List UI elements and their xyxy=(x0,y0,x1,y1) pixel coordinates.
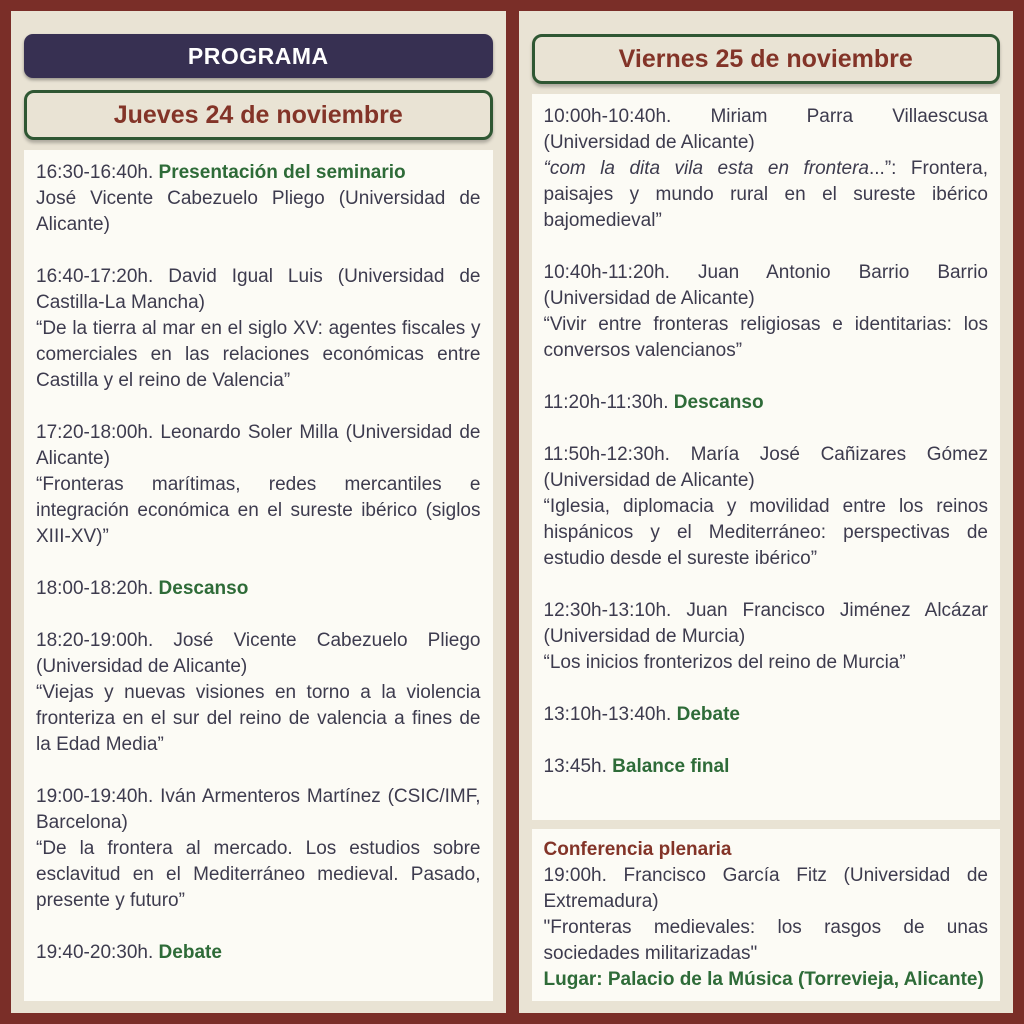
session-text: Debate xyxy=(676,704,740,725)
session-paragraph xyxy=(36,680,481,758)
session-text: “Los inicios fronterizos del reino de Murcia” xyxy=(543,652,906,673)
session-text: "Fronteras medievales: los rasgos de unas sociedades militarizadas" xyxy=(543,917,988,964)
session-text: “Viejas y nuevas visiones en torno a la violencia fronteriza en el sur del reino de valencia a fines de la Edad Media” xyxy=(36,682,481,755)
session-text: 18:00-18:20h. xyxy=(36,578,159,599)
session-text: Presentación del seminario xyxy=(158,162,406,183)
session-text: José Vicente Cabezuelo Pliego (Universidad de Alicante) xyxy=(36,188,481,235)
friday-schedule-panel xyxy=(532,94,1001,820)
session-block xyxy=(544,754,989,780)
session-block xyxy=(544,390,989,416)
session-text: 13:45h. xyxy=(543,756,613,777)
day-header-friday xyxy=(532,34,1001,84)
session-paragraph xyxy=(36,784,481,836)
session-text: “com la dita vila esta en frontera xyxy=(543,158,869,179)
session-paragraph xyxy=(36,316,481,394)
left-column xyxy=(11,11,506,1013)
session-text: Debate xyxy=(158,942,222,963)
program-header-bar xyxy=(24,34,493,78)
session-block xyxy=(36,628,481,758)
thursday-schedule-panel xyxy=(24,150,493,1001)
session-paragraph xyxy=(544,260,989,312)
session-paragraph xyxy=(36,940,481,966)
session-text: 19:40-20:30h. xyxy=(36,942,159,963)
session-paragraph xyxy=(544,390,989,416)
session-text: Descanso xyxy=(673,392,764,413)
plenary-conference-panel xyxy=(532,829,1001,1001)
session-block xyxy=(36,784,481,914)
session-paragraph xyxy=(544,967,989,993)
session-block xyxy=(544,598,989,676)
session-paragraph xyxy=(36,576,481,602)
day-header-thursday xyxy=(24,90,493,140)
session-text: “Vivir entre fronteras religiosas e identitarias: los conversos valencianos” xyxy=(543,314,988,361)
session-block xyxy=(544,260,989,364)
session-text: Balance final xyxy=(612,756,730,777)
session-text: ...”: Frontera, paisajes y mundo rural en el sureste ibérico bajomedieval” xyxy=(543,158,988,231)
session-text: 18:20-19:00h. José Vicente Cabezuelo Pliego (Universidad de Alicante) xyxy=(36,630,481,677)
day-header-friday-label: Viernes 25 de noviembre xyxy=(618,44,913,73)
session-text: Descanso xyxy=(158,578,249,599)
session-paragraph xyxy=(544,837,989,863)
session-paragraph xyxy=(544,702,989,728)
session-paragraph xyxy=(36,264,481,316)
session-block xyxy=(36,576,481,602)
day-header-thursday-label: Jueves 24 de noviembre xyxy=(113,100,403,129)
session-text: 12:30h-13:10h. Juan Francisco Jiménez Alcázar (Universidad de Murcia) xyxy=(543,600,988,647)
session-paragraph xyxy=(36,160,481,186)
session-text: 13:10h-13:40h. xyxy=(543,704,677,725)
session-text: 11:50h-12:30h. María José Cañizares Gómez (Universidad de Alicante) xyxy=(543,444,988,491)
session-block xyxy=(544,442,989,572)
session-paragraph xyxy=(36,420,481,472)
session-text: Lugar: Palacio de la Música (Torrevieja, Alicante) xyxy=(543,969,984,990)
session-text: 16:30-16:40h. xyxy=(36,162,159,183)
session-text: “Fronteras marítimas, redes mercantiles e integración económica en el sureste ibérico (siglos XIII-XV)” xyxy=(36,474,481,547)
session-paragraph xyxy=(36,186,481,238)
session-text: “Iglesia, diplomacia y movilidad entre los reinos hispánicos y el Mediterráneo: perspectivas de estudio desde el sureste ibérico” xyxy=(543,496,988,569)
session-block xyxy=(544,837,989,993)
session-paragraph xyxy=(544,494,989,572)
session-text: 16:40-17:20h. David Igual Luis (Universidad de Castilla-La Mancha) xyxy=(36,266,481,313)
session-paragraph xyxy=(544,915,989,967)
session-paragraph xyxy=(544,104,989,156)
session-paragraph xyxy=(36,472,481,550)
session-block xyxy=(544,702,989,728)
session-block xyxy=(36,160,481,238)
session-block xyxy=(36,264,481,394)
session-paragraph xyxy=(36,628,481,680)
session-paragraph xyxy=(544,754,989,780)
session-paragraph xyxy=(544,312,989,364)
session-paragraph xyxy=(544,863,989,915)
session-paragraph xyxy=(544,442,989,494)
program-header-label: PROGRAMA xyxy=(187,42,329,69)
session-paragraph xyxy=(544,650,989,676)
session-text: Conferencia plenaria xyxy=(543,839,732,860)
session-text: “De la frontera al mercado. Los estudios sobre esclavitud en el Mediterráneo medieval. Pasado, presente y futuro” xyxy=(36,838,481,911)
session-text: 19:00h. Francisco García Fitz (Universidad de Extremadura) xyxy=(543,865,988,912)
session-block xyxy=(36,940,481,966)
right-column xyxy=(519,11,1014,1013)
session-block xyxy=(36,420,481,550)
session-paragraph xyxy=(36,836,481,914)
session-paragraph xyxy=(544,598,989,650)
session-block xyxy=(544,104,989,234)
session-text: 10:40h-11:20h. Juan Antonio Barrio Barrio (Universidad de Alicante) xyxy=(543,262,988,309)
session-text: 17:20-18:00h. Leonardo Soler Milla (Universidad de Alicante) xyxy=(36,422,481,469)
session-text: 19:00-19:40h. Iván Armenteros Martínez (CSIC/IMF, Barcelona) xyxy=(36,786,481,833)
session-text: 10:00h-10:40h. Miriam Parra Villaescusa (Universidad de Alicante) xyxy=(543,106,988,153)
session-text: 11:20h-11:30h. xyxy=(543,392,674,413)
session-paragraph xyxy=(544,156,989,234)
session-text: “De la tierra al mar en el siglo XV: agentes fiscales y comerciales en las relaciones económicas entre Castilla y el reino de Valencia” xyxy=(36,318,481,391)
